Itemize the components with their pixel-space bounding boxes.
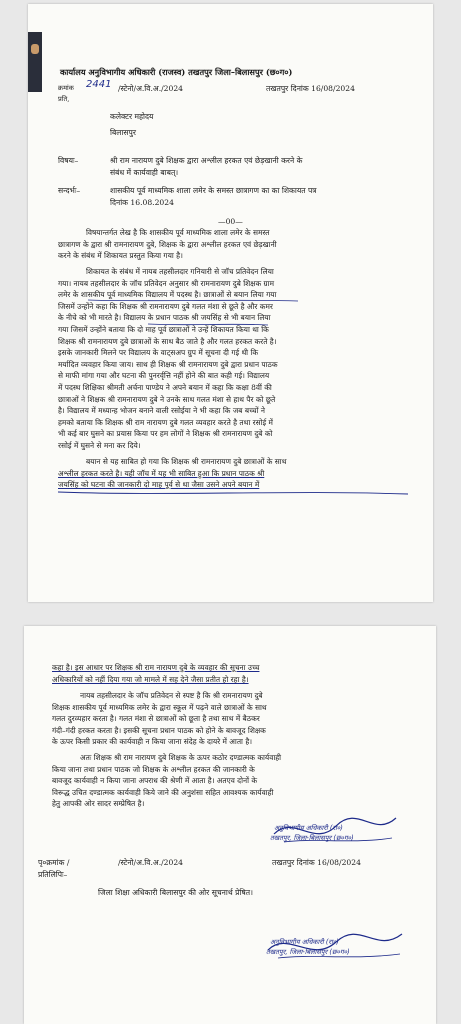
body-line: है। विद्यालय में मध्यान्ह भोजन बनाने वाली रसोईया ने भी कहा कि जब बच्चों ने	[58, 406, 265, 416]
body-line: रसोई में घुसने से मना कर दिये।	[58, 440, 141, 450]
subject-label: विषयः–	[58, 156, 79, 165]
endorsement-ref-label: पृ०क्रमांक /	[38, 858, 70, 867]
body-paragraph-6	[52, 752, 412, 810]
body-line: मर्यादित व्यवहार किया जाय। साथ ही शिक्षक श्री रामनारायण दुबे द्वारा प्रधान पाठक	[58, 359, 278, 369]
reference-line-1: शासकीय पूर्व माध्यमिक शाला लमेर के समस्त छात्रागण का का शिकायत पत्र	[110, 186, 317, 195]
letter-date: तखतपुर दिनांक 16/08/2024	[266, 84, 355, 93]
copy-recipient: जिला शिक्षा अधिकारी बिलासपुर की ओर सूचनार्थ प्रेषित।	[98, 888, 253, 897]
body-line: बावजूद कार्यवाही न किया जाना अपराध की श्रेणी में आता है। अतएव दोनों के	[52, 776, 258, 786]
body-line-underlined: कहा है। इस आधार पर शिक्षक श्री राम नारायण दुबे के व्यवहार की सूचना उच्च	[52, 663, 260, 672]
body-line: से माफी मांगा गया और घटना की पुनरर्वृत्ति नहीं होने की बात कही गई। विद्यालय	[58, 371, 270, 381]
addressee: कलेक्टर महोदय	[110, 112, 154, 121]
body-line: छात्राओं ने शिक्षक श्री रामनारायण दुबे ने उनके साथ गलत मंशा से हाथ पैर को छूते	[58, 394, 276, 404]
body-line-underlined: अश्लील हरकत करते है। यही जॉच में यह भी साबित हुआ कि प्रधान पाठक श्री	[58, 468, 265, 478]
body-line: करने के संबंध में शिकायत प्रस्तुत किया गया है।	[58, 251, 183, 261]
body-line: के नीचे को भी मारते है। विद्यालय के प्रधान पाठक श्री जयसिंह से भी बयान लिया	[58, 313, 271, 323]
divider: —00—	[218, 217, 243, 226]
body-line: शिकायत के संबंध में नायब तहसीलदार गनियारी से जॉच प्रतिवेदन लिया	[86, 267, 274, 276]
body-line: छात्रागण के द्वारा श्री रामनारायण दुबे, शिक्षक के द्वारा अश्लील हरकत एवं छेड़खानी	[58, 239, 277, 249]
body-line: किया जाना तथा प्रधान पाठक जो शिक्षक के अश्लील हरकत की जानकारी के	[52, 764, 255, 774]
signatory-office: तखतपुर, जिला-बिलासपुर (छ०ग०)	[270, 834, 354, 842]
subject-line-2: संबंध में कार्यवाही बाबत्।	[110, 168, 179, 177]
signatory-title: अनुविभागीय अधिकारी (रा०)	[270, 938, 339, 946]
copy-label: प्रतिलिपिः–	[38, 870, 68, 879]
body-line: विषयान्तर्गत लेख है कि शासकीय पूर्व माध्यमिक शाला लमेर के समस्त	[86, 228, 270, 237]
body-line: शिक्षक शासकीय पूर्व माध्यमिक लमेर के द्वारा स्कूल में पढ़ने वाले छात्राओं के साथ	[52, 702, 267, 712]
reference-number: /स्टेनो/अ.वि.अ./2024	[118, 84, 183, 93]
body-line: अतः शिक्षक श्री राम नारायण दुबे शिक्षक के ऊपर कठोर दण्डात्मक कार्यवाही	[80, 753, 282, 762]
body-paragraph-5	[52, 690, 412, 748]
addressee-place: बिलासपुर	[110, 128, 136, 137]
signatory-title: अनुविभागीय अधिकारी (रा०)	[274, 824, 343, 832]
office-header: कार्यालय अनुविभागीय अधिकारी (राजस्व) तखतपुर जिला–बिलासपुर (छ०ग०)	[60, 67, 293, 77]
body-line: गंदी–गंदी हरकत करता है। इसकी सूचना प्रधान पाठक को होने के बावजूद शिक्षक	[52, 725, 266, 735]
body-line: गया। नायब तहसीलदार के जॉच प्रतिवेदन अनुसार श्री रामनारायण दुबे शिक्षक ग्राम	[58, 278, 275, 288]
reference-sandarbh-label: सन्दर्भः–	[58, 186, 81, 195]
ink-underline-marks	[28, 4, 433, 602]
body-line: हेतु आपकी ओर सादर सम्प्रेषित है।	[52, 799, 145, 809]
subject-line-1: श्री राम नारायण दुबे शिक्षक द्वारा अश्लील हरकत एवं छेड़खानी करने के	[110, 156, 303, 165]
reference-label: क्रमांक	[58, 84, 74, 92]
body-line: हमको बताया कि शिक्षक श्री राम नारायण दुबे गलत व्यवहार करते है तथा रसोई में	[58, 417, 273, 427]
body-line: जिसमें उन्होंने कहा कि शिक्षक श्री रामनारायण दुबे गलत मंशा से छूते है और कमर	[58, 301, 273, 311]
body-line: गया जिसमें उन्होंने बताया कि दो माह पूर्व छात्राओं ने उन्हें शिकायत किया था कि	[58, 324, 269, 334]
body-line: विरूद्ध उचित दण्डात्मक कार्यवाही किये जाने की अनुशंसा सहित आवश्यक कार्यवाही	[52, 787, 274, 797]
signatory-office: तखतपुर, जिला-बिलासपुर (छ०ग०)	[266, 948, 350, 956]
body-line: लमेर के शासकीय पूर्व माध्यमिक विद्यालय में पदस्थ है। छात्राओं से बयान लिया गया	[58, 290, 277, 300]
endorsement-ref-number: /स्टेनो/अ.वि.अ./2024	[118, 858, 183, 867]
letter-page-2	[24, 626, 436, 1024]
reference-line-2: दिनांक 16.08.2024	[110, 198, 174, 207]
body-line: शिक्षक श्री रामनारायण दुबे छात्राओं के साथ बैठ जाते है और गलत हरकत करते है।	[58, 336, 277, 346]
body-line: के ऊपर किसी प्रकार की कार्यवाही न किया जाना संदेह के दायरे में आता है।	[52, 737, 253, 747]
body-line: इसके जानकारी मिलने पर विद्यालय के वाट्सअप ग्रुप में सूचना दी गई थी कि	[58, 348, 259, 358]
body-line-underlined: जयसिंह को घटना की जानकारी दो माह पूर्व से था जैसा उसने अपने बयान में	[58, 480, 260, 490]
body-paragraph-4	[52, 662, 412, 685]
endorsement-date: तखतपुर दिनांक 16/08/2024	[272, 858, 361, 867]
body-line: नायब तहसीलदार के जॉच प्रतिवेदन से स्पष्ट है कि श्री रामनारायण दुबे	[80, 691, 263, 700]
prati-label: प्रति,	[58, 95, 70, 103]
body-line: में पदस्थ शिक्षिका श्रीमती अर्चना पाण्डेय ने अपने बयान में कहा कि कक्षा 8वीं की	[58, 382, 272, 392]
body-line: बयान से यह साबित हो गया कि शिक्षक श्री रामनारायण दुबे छात्राओं के साथ	[86, 457, 287, 466]
letter-page-1	[28, 4, 433, 602]
body-line: गलत दुरव्यहार करता है। गलत मंशा से छात्राओं को छूता है तथा साथ में बैठकर	[52, 714, 260, 724]
handwritten-ref-number: 2441	[86, 79, 112, 90]
body-line-underlined: अधिकारियों को नहीं दिया गया जो मामले में सह देने जैसा प्रतीत हो रहा है।	[52, 674, 249, 684]
body-line: भी कई बार घुसने का प्रयास किया पर हम लोगों ने शिक्षक श्री रामनारायण दुबे को	[58, 429, 273, 439]
